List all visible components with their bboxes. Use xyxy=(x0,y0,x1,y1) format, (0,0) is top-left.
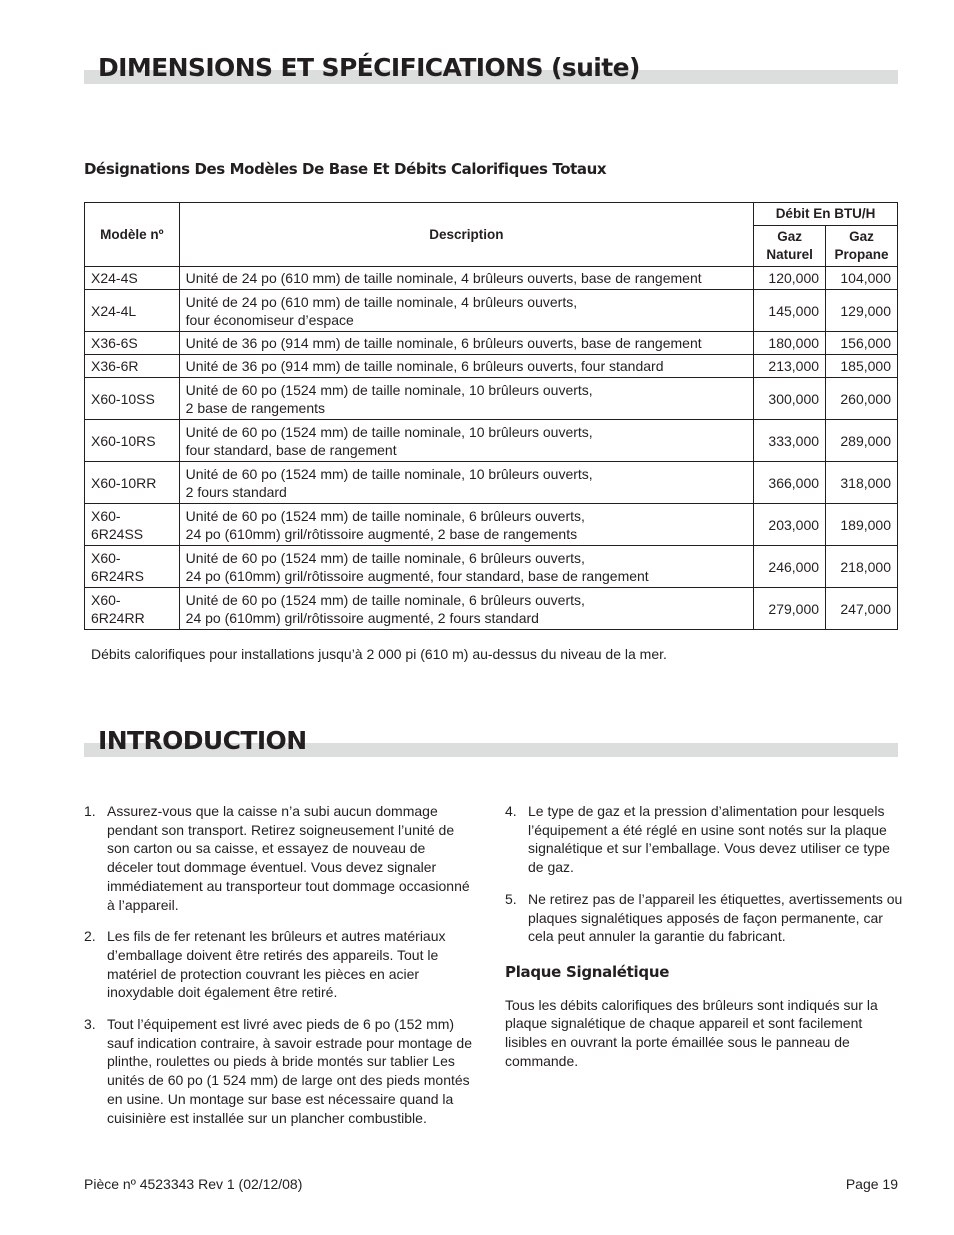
model-cell: X36-6S xyxy=(85,332,180,355)
propane-cell: 185,000 xyxy=(826,355,898,378)
list-item-number: 2. xyxy=(84,928,96,945)
page-title: DIMENSIONS ET SPÉCIFICATIONS (suite) xyxy=(98,53,640,82)
list-item xyxy=(84,927,474,1002)
natural-gas-cell: 333,000 xyxy=(754,420,826,462)
description-cell xyxy=(179,378,753,420)
models-subtitle: Désignations Des Modèles De Base Et Débits Calorifiques Totaux xyxy=(84,160,607,178)
table-row xyxy=(85,290,898,332)
list-item-number: 5. xyxy=(505,890,517,907)
intro-column-left xyxy=(84,802,474,1140)
description-line2: four standard, base de rangement xyxy=(185,441,397,458)
description-cell xyxy=(179,504,753,546)
propane-cell: 289,000 xyxy=(826,420,898,462)
description-cell xyxy=(179,546,753,588)
footer-part-number: Pièce nº 4523343 Rev 1 (02/12/08) xyxy=(84,1176,303,1192)
intro-right-items xyxy=(505,802,905,946)
list-item xyxy=(84,802,474,914)
model-cell: X60-10RR xyxy=(85,462,180,504)
propane-cell: 247,000 xyxy=(826,588,898,630)
table-note: Débits calorifiques pour installations jusqu’à 2 000 pi (610 m) au-dessus du niveau de la mer. xyxy=(91,646,667,662)
natural-gas-cell: 300,000 xyxy=(754,378,826,420)
model-cell: X60-6R24RS xyxy=(85,546,180,588)
list-item-text: Assurez-vous que la caisse n’a subi aucun dommage pendant son transport. Retirez soigneusement l’unité de son carton ou sa caisse, et essayez de nouveau de déceler tout dommage éventuel. Vous devez signaler immédiatement au transporteur tout dommage occasionné à l’appareil. xyxy=(107,803,470,913)
description-line2: 24 po (610mm) gril/rôtissoire augmenté, 2 fours standard xyxy=(185,609,539,626)
description-cell xyxy=(179,355,753,378)
natural-gas-cell: 246,000 xyxy=(754,546,826,588)
header-model: Modèle nº xyxy=(85,203,180,267)
description-line1: Unité de 36 po (914 mm) de taille nominale, 6 brûleurs ouverts, base de rangement xyxy=(185,335,702,351)
propane-cell: 260,000 xyxy=(826,378,898,420)
table-row xyxy=(85,420,898,462)
table-row xyxy=(85,588,898,630)
list-item-number: 3. xyxy=(84,1016,96,1033)
intro-column-right xyxy=(505,802,905,1070)
description-line1: Unité de 24 po (610 mm) de taille nominale, 4 brûleurs ouverts, base de rangement xyxy=(185,270,702,286)
model-cell: X24-4L xyxy=(85,290,180,332)
natural-gas-cell: 145,000 xyxy=(754,290,826,332)
list-item-text: Le type de gaz et la pression d’alimentation pour lesquels l’équipement a été réglé en usine sont notés sur la plaque signalétique et sur l’emballage. Vous devez utiliser ce type de gaz. xyxy=(528,803,890,876)
header-natural-line2: Naturel xyxy=(766,247,813,262)
description-line2: 2 base de rangements xyxy=(185,399,325,416)
description-line1: Unité de 24 po (610 mm) de taille nominale, 4 brûleurs ouverts, xyxy=(185,293,578,310)
description-line2: 24 po (610mm) gril/rôtissoire augmenté, 2 base de rangements xyxy=(185,525,578,542)
propane-cell: 129,000 xyxy=(826,290,898,332)
introduction-title: INTRODUCTION xyxy=(98,726,307,755)
list-item-text: Ne retirez pas de l’appareil les étiquettes, avertissements ou plaques signalétiques apposés de façon permanente, car cela peut annuler la garantie du fabricant. xyxy=(528,890,903,945)
propane-cell: 318,000 xyxy=(826,462,898,504)
header-propane-line1: Gaz xyxy=(849,229,874,244)
header-propane xyxy=(826,226,898,267)
propane-cell: 104,000 xyxy=(826,267,898,290)
description-line1: Unité de 60 po (1524 mm) de taille nominale, 6 brûleurs ouverts, xyxy=(185,591,585,608)
list-item xyxy=(84,1015,474,1127)
plate-title: Plaque Signalétique xyxy=(505,962,670,981)
list-item xyxy=(505,802,905,877)
footer-page-number: Page 19 xyxy=(845,1176,898,1192)
model-cell: X36-6R xyxy=(85,355,180,378)
description-line1: Unité de 60 po (1524 mm) de taille nominale, 6 brûleurs ouverts, xyxy=(185,549,585,566)
description-cell xyxy=(179,420,753,462)
header-natural-line1: Gaz xyxy=(777,229,802,244)
description-line1: Unité de 60 po (1524 mm) de taille nominale, 6 brûleurs ouverts, xyxy=(185,507,585,524)
propane-cell: 156,000 xyxy=(826,332,898,355)
model-cell: X60-10SS xyxy=(85,378,180,420)
natural-gas-cell: 120,000 xyxy=(754,267,826,290)
model-cell: X60-6R24RR xyxy=(85,588,180,630)
models-table xyxy=(84,202,898,630)
natural-gas-cell: 366,000 xyxy=(754,462,826,504)
description-line1: Unité de 36 po (914 mm) de taille nominale, 6 brûleurs ouverts, four standard xyxy=(185,358,664,374)
list-item-text: Tout l’équipement est livré avec pieds de 6 po (152 mm) sauf indication contraire, à savoir estrade pour montage de plinthe, roulettes ou pieds à bride montés sur tablier Les unités de 60 po (1 524 mm) de large ont des pieds montés en usine. Un montage sur base est nécessaire quand la cuisinière est installée sur un plancher combustible. xyxy=(107,1016,472,1126)
description-cell xyxy=(179,290,753,332)
table-row xyxy=(85,462,898,504)
table-row xyxy=(85,267,898,290)
description-line1: Unité de 60 po (1524 mm) de taille nominale, 10 brûleurs ouverts, xyxy=(185,423,593,440)
models-table-body xyxy=(85,267,898,630)
description-line1: Unité de 60 po (1524 mm) de taille nominale, 10 brûleurs ouverts, xyxy=(185,381,593,398)
table-row xyxy=(85,546,898,588)
table-row xyxy=(85,378,898,420)
description-line2: four économiseur d’espace xyxy=(185,311,354,328)
list-item-number: 4. xyxy=(505,803,517,819)
description-cell xyxy=(179,332,753,355)
natural-gas-cell: 213,000 xyxy=(754,355,826,378)
list-item xyxy=(505,890,905,946)
natural-gas-cell: 279,000 xyxy=(754,588,826,630)
description-line1: Unité de 60 po (1524 mm) de taille nominale, 10 brûleurs ouverts, xyxy=(185,465,593,482)
propane-cell: 218,000 xyxy=(826,546,898,588)
table-row xyxy=(85,332,898,355)
plate-text: Tous les débits calorifiques des brûleurs sont indiqués sur la plaque signalétique de chaque appareil et sont facilement lisibles en ouvrant la porte émaillée sous le panneau de commande. xyxy=(505,996,878,1069)
description-line2: 2 fours standard xyxy=(185,483,287,500)
propane-cell: 189,000 xyxy=(826,504,898,546)
table-row xyxy=(85,355,898,378)
header-natural xyxy=(754,226,826,267)
description-cell xyxy=(179,267,753,290)
table-row xyxy=(85,504,898,546)
natural-gas-cell: 203,000 xyxy=(754,504,826,546)
header-description: Description xyxy=(179,203,753,267)
list-item-number: 1. xyxy=(84,803,96,819)
natural-gas-cell: 180,000 xyxy=(754,332,826,355)
description-cell xyxy=(179,588,753,630)
header-propane-line2: Propane xyxy=(834,247,889,262)
model-cell: X60-6R24SS xyxy=(85,504,180,546)
list-item-text: Les fils de fer retenant les brûleurs et autres matériaux d’emballage doivent être retirés des appareils. Tout le matériel de protection couvrant les pièces en acier inoxydable doit également être retiré. xyxy=(107,928,446,1001)
model-cell: X60-10RS xyxy=(85,420,180,462)
header-rating: Débit En BTU/H xyxy=(754,203,898,226)
description-cell xyxy=(179,462,753,504)
description-line2: 24 po (610mm) gril/rôtissoire augmenté, four standard, base de rangement xyxy=(185,567,649,584)
model-cell: X24-4S xyxy=(85,267,180,290)
